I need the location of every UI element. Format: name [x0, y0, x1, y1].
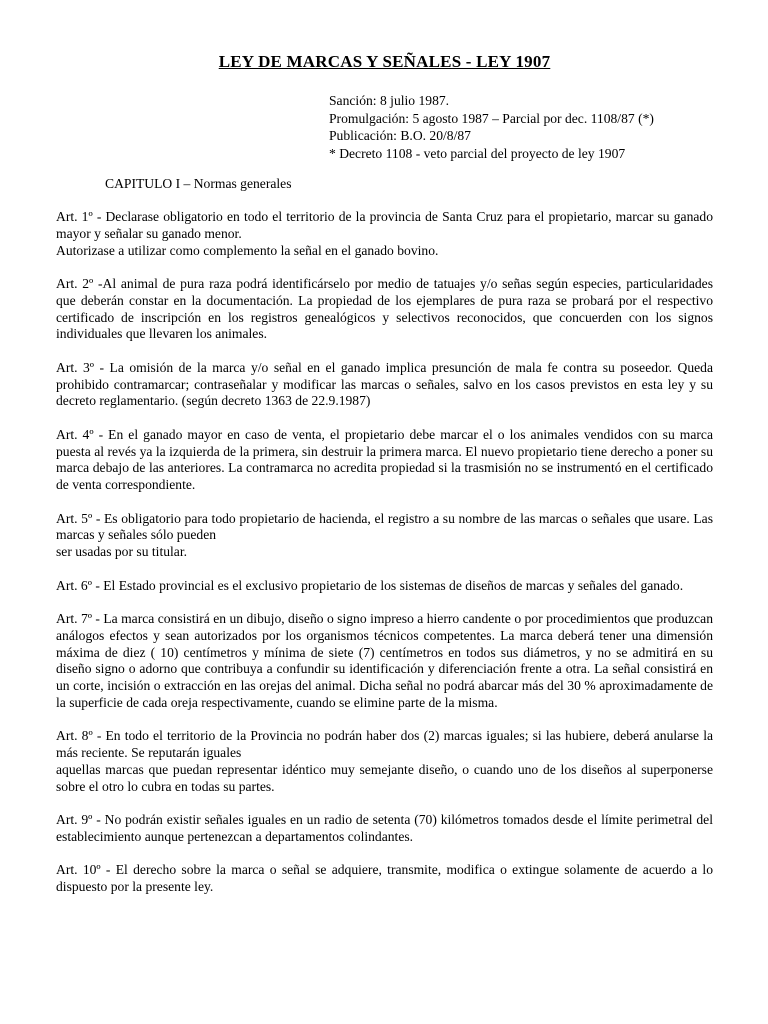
- promulgacion-line: Promulgación: 5 agosto 1987 – Parcial por dec. 1108/87 (*): [329, 110, 654, 126]
- article-8-text: Art. 8º - En todo el territorio de la Provincia no podrán haber dos (2) marcas iguales; si las hubiere, deberá anularse la más reciente. Se reputarán iguales: [56, 728, 713, 761]
- article-3: [56, 360, 713, 410]
- article-5-text: Art. 5º - Es obligatorio para todo propietario de hacienda, el registro a su nombre de las marcas o señales que usare. Las marcas y señales sólo pueden: [56, 510, 713, 543]
- article-6: [56, 578, 713, 595]
- chapter-heading: CAPITULO I – Normas generales: [105, 176, 292, 191]
- article-10-text: Art. 10º - El derecho sobre la marca o señal se adquiere, transmite, modifica o extingue solamente de acuerdo a lo dispuesto por la presente ley.: [56, 862, 713, 895]
- article-1: [56, 209, 713, 259]
- article-4-text: Art. 4º - En el ganado mayor en caso de venta, el propietario debe marcar el o los animales vendidos con su marca puesta al revés ya la izquierda de la primera, sin destruir la primera marca. El nuevo propietario tiene derecho a poner su marca debajo de las anteriores. La contramarca no acredita propiedad si la trasmisión no se instrumentó en el certificado de venta correspondiente.: [56, 426, 713, 493]
- article-5: [56, 511, 713, 561]
- article-2-text: Art. 2º -Al animal de pura raza podrá identificárselo por medio de tatuajes y/o señas según especies, particularidades que deberán constar en la documentación. La propiedad de los ejemplares de pura raza se probará por el respectivo certificado de inscripción en los registros genealógicos y selectivos reconocidos, que concuerden con los signos individuales que llevaren los animales.: [56, 275, 713, 342]
- article-8-text-2: aquellas marcas que puedan representar idéntico muy semejante diseño, o cuando uno de los diseños al superponerse sobre el otro lo cubra en todas su partes.: [56, 761, 713, 794]
- decreto-note: * Decreto 1108 - veto parcial del proyecto de ley 1907: [329, 145, 626, 161]
- article-2: [56, 276, 713, 343]
- article-5-text-2: ser usadas por su titular.: [56, 544, 188, 560]
- article-1-text-2: Autorizase a utilizar como complemento la señal en el ganado bovino.: [56, 242, 439, 258]
- law-metadata: [329, 92, 654, 162]
- publicacion-line: Publicación: B.O. 20/8/87: [329, 128, 471, 143]
- sancion-line: Sanción: 8 julio 1987.: [329, 93, 450, 108]
- articles-list: [56, 209, 713, 912]
- article-8: [56, 728, 713, 795]
- article-6-text: Art. 6º - El Estado provincial es el exclusivo propietario de los sistemas de diseños de marcas y señales del ganado.: [56, 577, 684, 593]
- article-4: [56, 427, 713, 494]
- article-1-text: Art. 1º - Declarase obligatorio en todo el territorio de la provincia de Santa Cruz para el propietario, marcar su ganado mayor y señalar su ganado menor.: [56, 209, 713, 241]
- article-3-text: Art. 3º - La omisión de la marca y/o señal en el ganado implica presunción de mala fe contra su poseedor. Queda prohibido contramarcar; contraseñalar y modificar las marcas o señales, salvo en los casos previstos en esta ley y su decreto reglamentario. (según decreto 1363 de 22.9.1987): [56, 359, 713, 409]
- document-title: LEY DE MARCAS Y SEÑALES - LEY 1907: [218, 52, 551, 71]
- article-9-text: Art. 9º - No podrán existir señales iguales en un radio de setenta (70) kilómetros tomados desde el límite perimetral del establecimiento aunque pertenezcan a departamentos colindantes.: [56, 812, 713, 844]
- article-7-text: Art. 7º - La marca consistirá en un dibujo, diseño o signo impreso a hierro candente o por procedimientos que produzcan análogos efectos y sean autorizados por los organismos técnicos competentes. La marca deberá tener una dimensión máxima de diez ( 10) centímetros y mínima de siete (7) centímetros en todos sus diámetros, y no se admitirá en su diseño signo o adorno que contribuya a confundir su identificación y diferenciación frente a otra. La señal consistirá en un corte, incisión o extracción en las orejas del animal. Dicha señal no podrá abarcar más del 30 % aproximadamente de la superficie de cada oreja respectivamente, cuando se elimine parte de la misma.: [56, 610, 713, 710]
- article-9: [56, 812, 713, 846]
- article-7: [56, 611, 713, 712]
- article-10: [56, 862, 713, 896]
